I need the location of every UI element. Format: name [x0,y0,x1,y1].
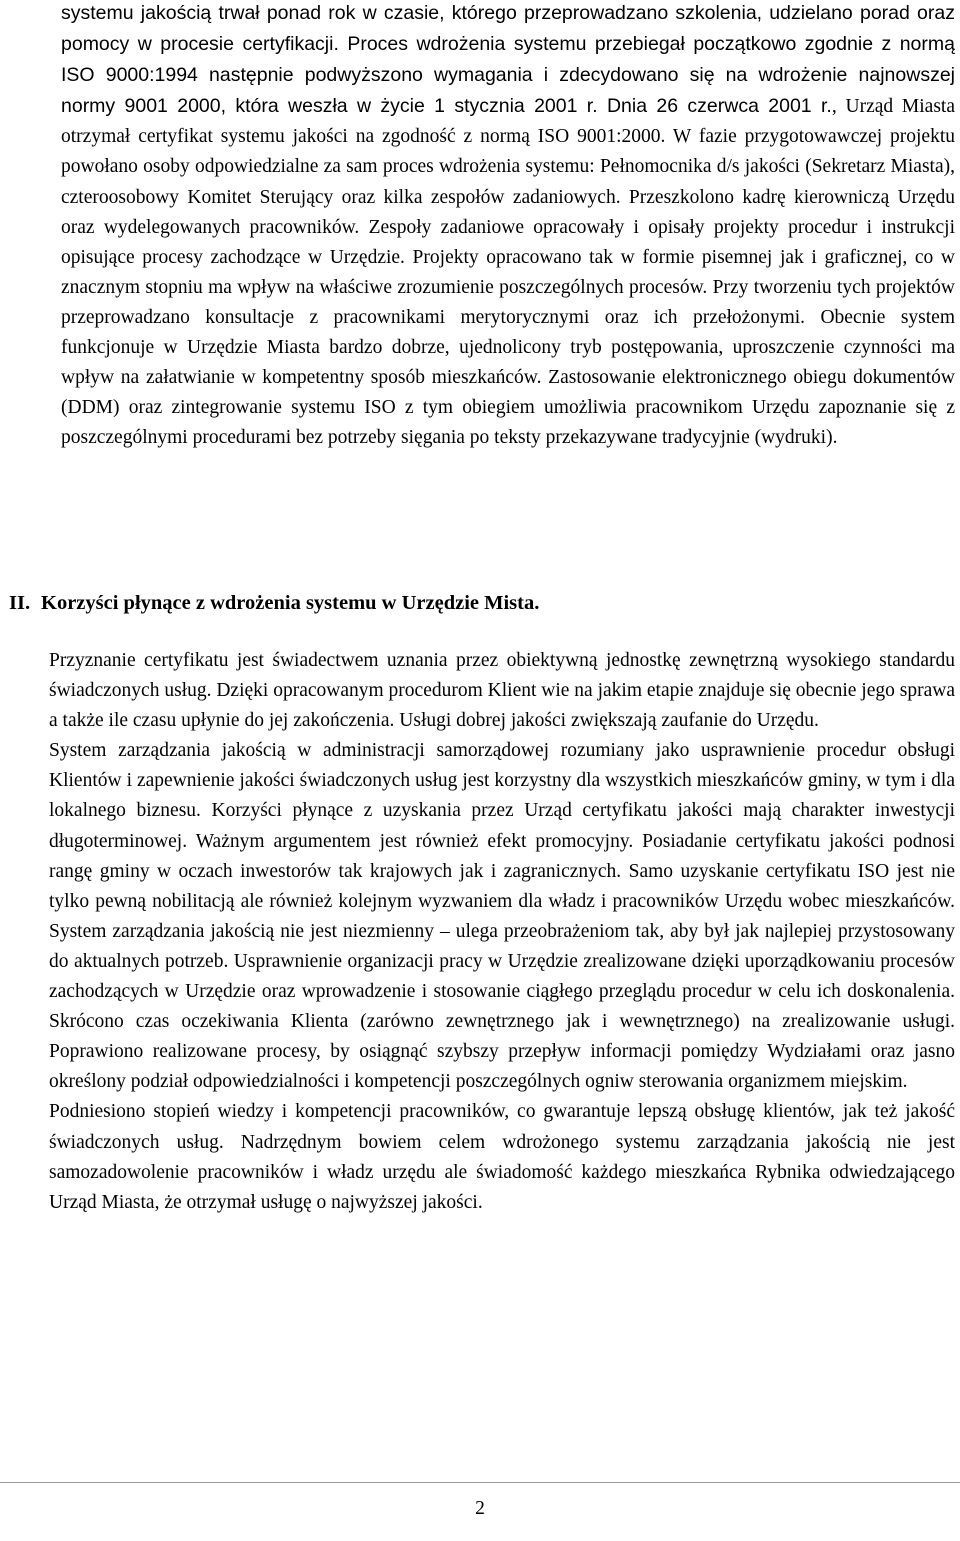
body-paragraph: System zarządzania jakością w administracji samorządowej rozumiany jako usprawnienie procedur obsługi Klientów i zapewnienie jakości świadczonych usług jest korzystny dla wszystkich mieszkańców gminy, w tym i dla lokalnego biznesu. Korzyści płynące z uzyskania przez Urząd certyfikatu jakości mają charakter inwestycji długoterminowej. Ważnym argumentem jest również efekt promocyjny. Posiadanie certyfikatu jakości podnosi rangę gminy w oczach inwestorów tak krajowych jak i zagranicznych. Samo uzyskanie certyfikatu ISO jest nie tylko pewną nobilitacją ale również kolejnym wyzwaniem dla władz i pracowników Urzędu wobec mieszkańców. System zarządzania jakością nie jest niezmienny – ulega przeobrażeniom tak, aby był jak najlepiej przystosowany do aktualnych potrzeb. Usprawnienie organizacji pracy w Urzędzie zrealizowane dzięki uporządkowaniu procesów zachodzących w Urzędzie oraz wprowadzenie i stosowanie ciągłego przeglądu procedur w celu ich doskonalenia. Skrócono czas oczekiwania Klienta (zarówno zewnętrznego jak i wewnętrznego) na zrealizowanie usługi. Poprawiono realizowane procesy, by osiągnąć szybszy przepływ informacji pomiędzy Wydziałami oraz jasno określony podział odpowiedzialności i kompetencji poszczególnych ogniw sterowania organizmem miejskim. [49,740,955,1093]
section-body [49,646,955,1218]
footer-divider [0,1482,960,1483]
intro-paragraph [61,0,955,453]
body-paragraph: Podniesiono stopień wiedzy i kompetencji pracowników, co gwarantuje lepszą obsługę klientów, jak też jakość świadczonych usług. Nadrzędnym bowiem celem wdrożonego systemu zarządzania jakością nie jest samozadowolenie pracowników i władz urzędu ale świadomość każdego mieszkańca Rybnika odwiedzającego Urząd Miasta, że otrzymał usługę o najwyższej jakości. [49,1101,955,1213]
section-heading [9,588,539,618]
section-number: II. [9,592,31,614]
page-number: 2 [475,1498,485,1519]
section-title: Korzyści płynące z wdrożenia systemu w Urzędzie Mista. [41,592,540,614]
intro-text-serif: , Urząd Miasta otrzymał certyfikat systemu jakości na zgodność z normą ISO 9001:2000. W fazie przygotowawczej projektu powołano osoby odpowiedzialne za sam proces wdrożenia systemu: Pełnomocnika d/s jakości (Sekretarz Miasta), czteroosobowy Komitet Sterujący oraz kilka zespołów zadaniowych. Przeszkolono kadrę kierowniczą Urzędu oraz wydelegowanych pracowników. Zespoły zadaniowe opracowały i opisały projekty procedur i instrukcji opisujące procesy zachodzące w Urzędzie. Projekty opracowano tak w formie pisemnej jak i graficznej, co w znacznym stopniu ma wpływ na właściwe zrozumienie poszczególnych procesów. Przy tworzeniu tych projektów przeprowadzano konsultacje z pracownikami merytorycznymi oraz ich przełożonymi. Obecnie system funkcjonuje w Urzędzie Miasta bardzo dobrze, ujednolicony tryb postępowania, uproszczenie czynności ma wpływ na załatwianie w kompetentny sposób mieszkańców. Zastosowanie elektronicznego obiegu dokumentów (DDM) oraz zintegrowanie systemu ISO z tym obiegiem umożliwia pracownikom Urzędu zapoznanie się z poszczególnymi procedurami bez potrzeby sięgania po teksty przekazywane tradycyjnie (wydruki). [61,96,955,449]
intro-text-sans: systemu jakością trwał ponad rok w czasie, którego przeprowadzano szkolenia, udzielano porad oraz pomocy w procesie certyfikacji. Proces wdrożenia systemu przebiegał początkowo zgodnie z normą ISO 9000:1994 następnie podwyższono wymagania i zdecydowano się na wdrożenie najnowszej normy 9001 2000, która weszła w życie 1 stycznia 2001 r. Dnia 26 czerwca 2001 r. [61,2,955,118]
body-paragraph: Przyznanie certyfikatu jest świadectwem uznania przez obiektywną jednostkę zewnętrzną wysokiego standardu świadczonych usług. Dzięki opracowanym procedurom Klient wie na jakim etapie znajduje się obecnie jego sprawa a także ile czasu upłynie do jej zakończenia. Usługi dobrej jakości zwiększają zaufanie do Urzędu. [49,650,955,732]
